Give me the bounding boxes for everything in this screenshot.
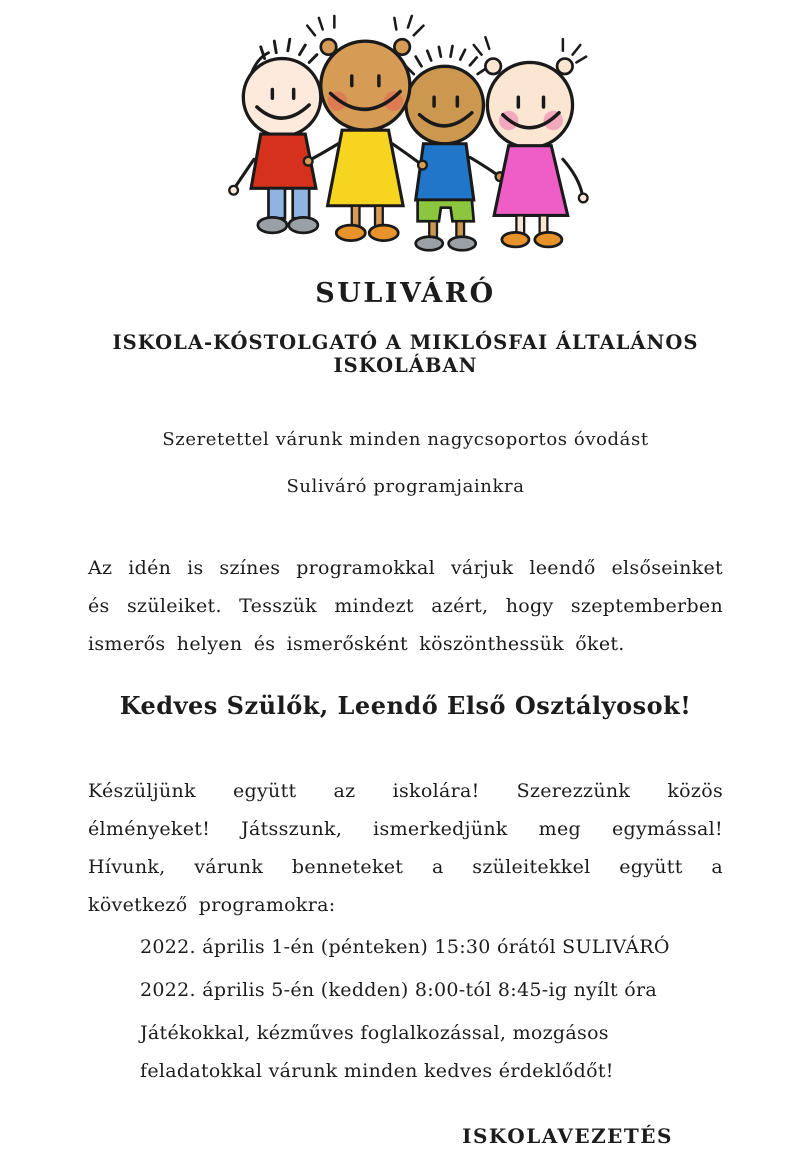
paragraph-welcome: Az idén is színes programokkal várjuk leendő elsőseinket és szüleiket. Tesszük mindezt azért, hogy szeptemberben ismerős helyen és ismerősként köszönthessük őket. [88,557,723,656]
signature-school-management: ISKOLAVEZETÉS [462,1124,673,1149]
program-item-2: 2022. április 5-én (kedden) 8:00-tól 8:45-ig nyílt óra [140,979,657,1002]
children-clipart-svg [222,14,590,256]
intro-line-2: Suliváró programjainkra [286,476,525,498]
four-children-illustration [222,14,590,256]
page-title: SULIVÁRÓ [315,278,496,310]
program-item-3: Játékokkal, kézműves foglalkozással, mozgásos feladatokkal várunk minden kedves érdeklődőt! [140,1022,614,1083]
child-blue-shirt [402,46,504,250]
program-item-1: 2022. április 1-én (pénteken) 15:30 órától SULIVÁRÓ [140,936,670,959]
child-yellow-dress [303,16,426,241]
page-subtitle: ISKOLA-KÓSTOLGATÓ A MIKLÓSFAI ÁLTALÁNOS ISKOLÁBAN [112,331,699,378]
child-pink-dress [473,37,587,247]
paragraph-invitation: Készüljünk együtt az iskolára! Szerezzünk közös élményeket! Játsszunk, ismerkedjünk meg egymással! Hívunk, várunk benneteket a szüleitekkel együtt a következő programokra: [88,780,723,917]
intro-line-1: Szeretettel várunk minden nagycsoportos óvodást [162,429,649,451]
child-red-shirt [229,39,321,233]
heading-dear-parents: Kedves Szülők, Leendő Első Osztályosok! [119,691,692,721]
